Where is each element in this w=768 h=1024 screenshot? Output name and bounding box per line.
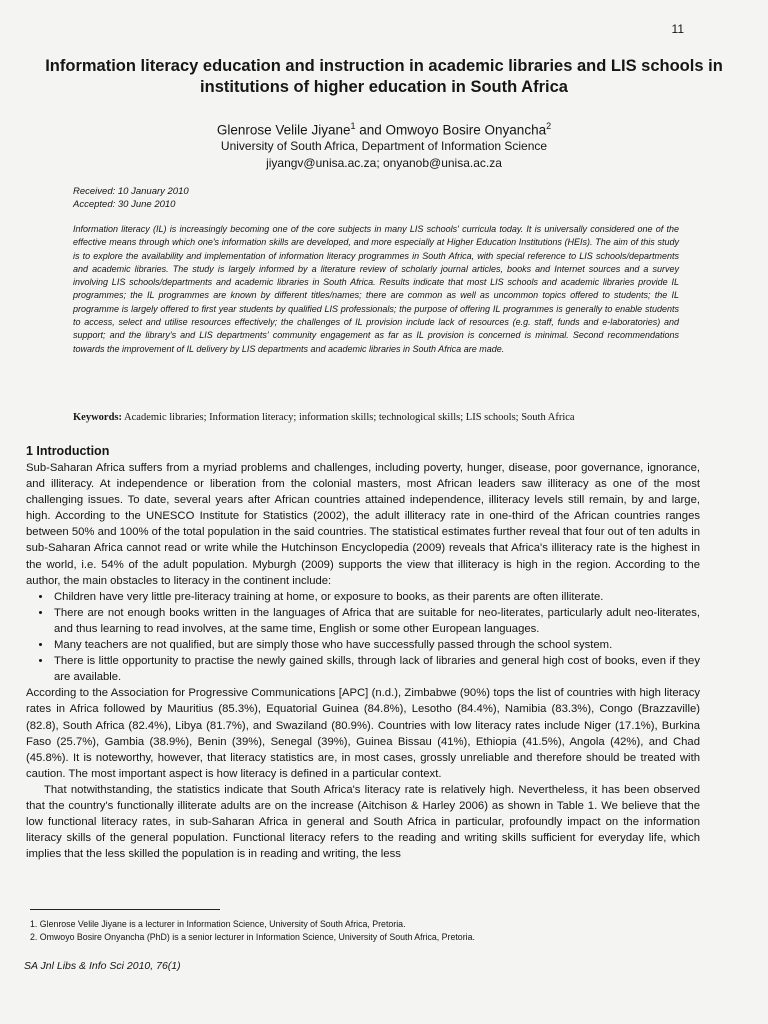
journal-reference: SA Jnl Libs & Info Sci 2010, 76(1) — [24, 960, 181, 972]
author-emails: jiyangv@unisa.ac.za; onyanob@unisa.ac.za — [266, 156, 502, 170]
keywords-label: Keywords: — [73, 412, 122, 423]
received-date: Received: 10 January 2010 — [73, 186, 189, 197]
affiliation: University of South Africa, Department of Information Science — [220, 139, 548, 153]
footnotes — [30, 918, 700, 944]
abstract: Information literacy (IL) is increasingly becoming one of the core subjects in many LIS schools' curricula today. It is universally considered one of the effective means through which one's information skills are developed, and more especially at Higher Education Institutions (HEIs). The aim of this study is to explore the availability and implementation of information literacy programmes in South Africa, with special reference to LIS schools/departments and academic libraries. The study is largely informed by a literature review of scholarly journal articles, books and Internet sources and a survey involving LIS schools/departments and academic libraries in South Africa. Results indicate that most LIS schools and academic libraries provide IL programmes; the IL programmes are known by different titles/names; there are common as well as uncommon topics offered to students; the IL programme is largely offered to first year students by qualified LIS professionals; the purpose of offering IL programmes is generally to enable students to access, select and utilise resources effectively; the challenges of IL provision include lack of resources (e.g. staff, funds and e-laboratories) and support; and the library's and LIS departments' community engagement as far as IL provision is concerned is minimal. Second recommendations towards the improvement of IL delivery by LIS departments and academic libraries in South Africa are made. — [73, 224, 679, 354]
author-1: Glenrose Velile Jiyane — [216, 122, 351, 138]
footnote-2: 2. Omwoyo Bosire Onyancha (PhD) is a senior lecturer in Information Science, University of South Africa, Pretoria. — [30, 932, 475, 942]
paragraph-3: That notwithstanding, the statistics indicate that South Africa's literacy rate is relatively high. Nevertheless, it has been observed that the country's functionally illiterate adults are on the increase (Aitchison & Harley 2006) as shown in Table 1. We believe that the low functional literacy rates, in sub-Saharan Africa in general and South Africa in particular, profoundly impact on the information literacy skills of the general population. Functional literacy refers to the reading and writing skills sufficient for everyday life, which implies that the less skilled the population is in reading and writing, the less — [26, 783, 700, 861]
list-item: • Many teachers are not qualified, but are simply those who have successfully passed through the school system. — [52, 637, 700, 653]
section-heading: 1 Introduction — [26, 444, 110, 458]
author-1-footnote-mark: 1 — [350, 121, 356, 131]
bullet-list — [26, 589, 700, 686]
body-text — [26, 460, 700, 862]
footnote-1: 1. Glenrose Velile Jiyane is a lecturer in Information Science, University of South Africa, Pretoria. — [30, 919, 406, 929]
page-number: 11 — [671, 22, 684, 36]
footnote-divider — [30, 909, 220, 910]
affiliation-block — [0, 138, 768, 172]
paper-title: Information literacy education and instruction in academic libraries and LIS schools in institutions of higher education in South Africa — [45, 57, 723, 96]
keywords — [73, 412, 703, 423]
dates-block — [73, 185, 189, 211]
list-item: • Children have very little pre-literacy training at home, or exposure to books, as their parents are often illiterate. — [52, 589, 700, 605]
author-2: Omwoyo Bosire Onyancha — [385, 122, 547, 138]
list-item: • There is little opportunity to practise the newly gained skills, through lack of libraries and general high cost of books, even if they are available. — [52, 653, 700, 685]
paragraph-1: Sub-Saharan Africa suffers from a myriad problems and challenges, including poverty, hunger, disease, poor governance, ignorance, and illiteracy. At independence or liberation from the colonial masters, most African leaders saw illiteracy as one of the most challenging issues. To date, several years after African countries attained independence, illiteracy levels still remain, by and large, high. According to the UNESCO Institute for Statistics (2002), the adult illiteracy rate in one-third of the African countries ranges between 50% and 100% of the total population in the said countries. The statistical estimates further reveal that four out of ten adults in sub-Saharan Africa cannot read or write while the Hutchinson Encyclopedia (2009) reveals that Africa's illiteracy rate is the highest in the world, i.e. 54% of the adult population. Myburgh (2009) supports the view that illiteracy is high in the region. According to the author, the main obstacles to literacy in the continent include: — [26, 462, 700, 587]
accepted-date: Accepted: 30 June 2010 — [73, 199, 176, 210]
author-connector: and — [355, 122, 386, 138]
paragraph-2: According to the Association for Progressive Communications [APC] (n.d.), Zimbabwe (90%) tops the list of countries with high literacy rates in Africa followed by Mauritius (85.3%), Equatorial Guinea (84.8%), Lesotho (84.4%), Namibia (83.3%), Congo (Brazzaville) (82.8), South Africa (82.4%), Libya (81.7%), and Swaziland (80.9%). Countries with low literacy rates include Niger (17.1%), Burkina Faso (25.7%), Gambia (38.9%), Benin (39%), Senegal (39%), Guinea Bissau (41%), Ethiopia (41.5%), Angola (42%), and Chad (45.8%). It is noteworthy, however, that literacy statistics are, in most cases, grossly unreliable and therefore should be treated with caution. The most important aspect is how literacy is defined in a particular context. — [26, 687, 700, 780]
author-2-footnote-mark: 2 — [546, 121, 552, 131]
keywords-text: Academic libraries; Information literacy; information skills; technological skills; LIS schools; South Africa — [122, 412, 575, 423]
author-line — [0, 118, 768, 139]
list-item: • There are not enough books written in the languages of Africa that are suitable for neo-literates, particularly adult neo-literates, and thus learning to read involves, at the same time, English or some other European languages. — [52, 605, 700, 637]
